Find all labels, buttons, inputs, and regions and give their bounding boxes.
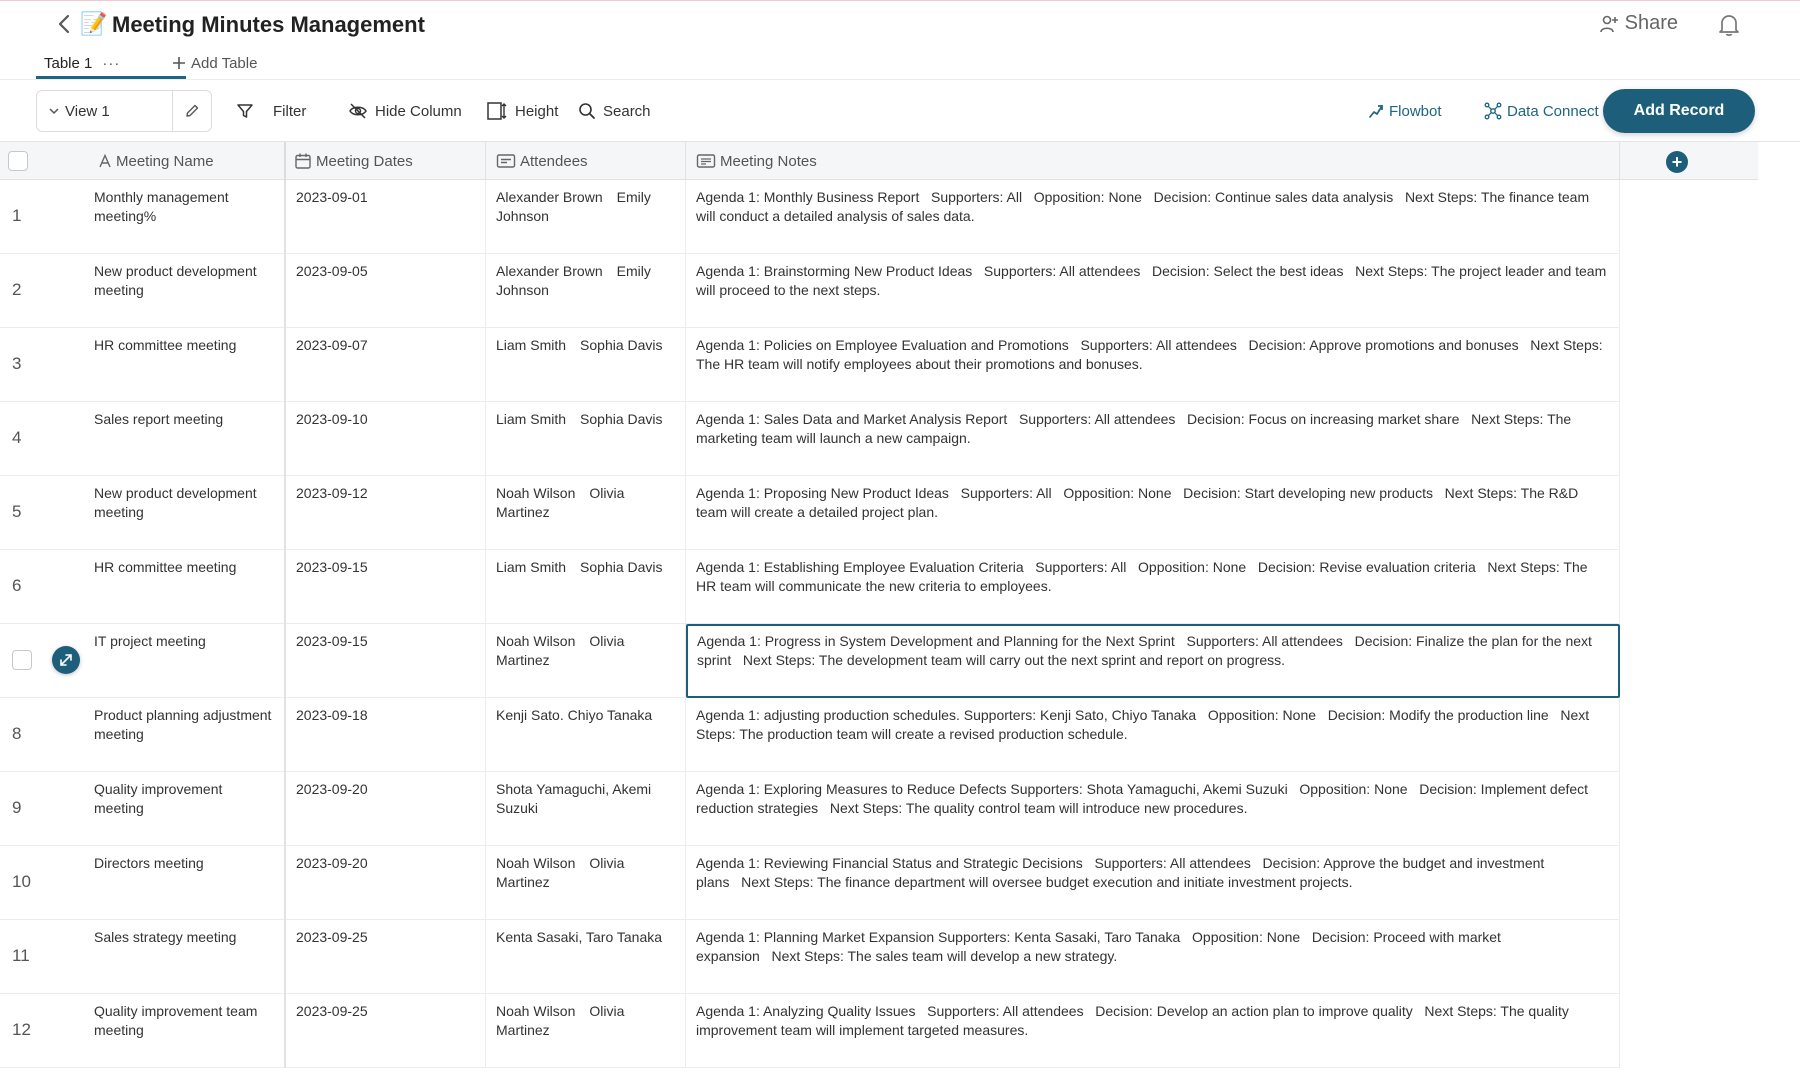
row-number: 9 — [12, 798, 22, 817]
cell-attendees[interactable] — [486, 846, 686, 920]
select-all-checkbox[interactable] — [8, 151, 28, 171]
attendee: Sophia Davis — [580, 337, 663, 353]
attendee: Emily Johnson — [496, 263, 651, 298]
hide-column-label: Hide Column — [375, 102, 462, 120]
app-header — [0, 0, 1800, 80]
cell-meeting-date[interactable]: 2023-09-07 — [286, 328, 486, 402]
cell-meeting-notes[interactable]: Agenda 1: Establishing Employee Evaluation Criteria Supporters: All Opposition: None Decision: Revise evaluation criteria Next Steps: The HR team will communicate the new criteria to employees. — [686, 550, 1620, 624]
cell-attendees[interactable] — [486, 772, 686, 846]
tab-label: Table 1 — [44, 54, 93, 72]
table-row[interactable] — [0, 698, 1620, 772]
flowbot-label: Flowbot — [1389, 102, 1442, 120]
attendee: Liam Smith — [496, 411, 567, 427]
row-number: 3 — [12, 354, 22, 373]
attendee: Kenji Sato. Chiyo Tanaka — [496, 707, 653, 723]
share-label: Share — [1624, 12, 1678, 34]
cell-meeting-name[interactable]: HR committee meeting — [84, 550, 286, 624]
view-switcher — [36, 90, 212, 132]
cell-meeting-name[interactable]: Product planning adjustment meeting — [84, 698, 286, 772]
table-row[interactable] — [0, 402, 1620, 476]
header-select-cell — [0, 142, 84, 180]
row-number: 5 — [12, 502, 22, 521]
cell-attendees[interactable] — [486, 624, 686, 698]
data-connect-button[interactable] — [1484, 90, 1599, 132]
cell-meeting-date[interactable]: 2023-09-15 — [286, 624, 486, 698]
column-label: Meeting Name — [116, 152, 214, 170]
grid-header — [0, 142, 1758, 180]
cell-meeting-name[interactable]: Quality improvement team meeting — [84, 994, 286, 1068]
attendee: Sophia Davis — [580, 559, 663, 575]
text-field-icon — [496, 153, 516, 169]
row-number: 8 — [12, 724, 22, 743]
cell-meeting-date[interactable]: 2023-09-20 — [286, 846, 486, 920]
filter-icon — [236, 102, 254, 120]
attendee: Olivia Martinez — [496, 1003, 625, 1038]
tab-more-button[interactable]: ··· — [102, 54, 121, 72]
table-row[interactable] — [0, 254, 1620, 328]
pencil-icon — [184, 103, 200, 119]
cell-meeting-name[interactable]: New product development meeting — [84, 476, 286, 550]
cell-meeting-notes[interactable]: Agenda 1: Analyzing Quality Issues Supporters: All attendees Decision: Develop an action plan to improve quality Next Steps: The quality improvement team will implement targeted measures. — [686, 994, 1620, 1068]
column-label: Meeting Notes — [720, 152, 817, 170]
table-row[interactable] — [0, 846, 1620, 920]
eye-off-icon — [348, 102, 368, 120]
expand-record-button[interactable] — [52, 646, 80, 674]
cell-meeting-notes[interactable]: Agenda 1: Sales Data and Market Analysis Report Supporters: All attendees Decision: Focus on increasing market share Next Steps: The marketing team will launch a new campaign. — [686, 402, 1620, 476]
bell-icon[interactable] — [1716, 12, 1742, 38]
cell-attendees[interactable] — [486, 328, 686, 402]
attendee: Alexander Brown — [496, 263, 603, 279]
toolbar — [0, 80, 1800, 142]
search-button[interactable] — [578, 90, 651, 132]
cell-meeting-date[interactable]: 2023-09-18 — [286, 698, 486, 772]
table-row[interactable] — [0, 476, 1620, 550]
add-person-icon — [1599, 14, 1619, 34]
attendee: Kenta Sasaki, Taro Tanaka — [496, 929, 663, 945]
attendee: Noah Wilson — [496, 855, 576, 871]
column-header-meeting-notes[interactable] — [686, 142, 1620, 180]
cell-meeting-date[interactable]: 2023-09-25 — [286, 920, 486, 994]
row-height-icon — [486, 100, 508, 122]
cell-meeting-notes[interactable]: Agenda 1: Planning Market Expansion Supporters: Kenta Sasaki, Taro Tanaka Opposition: None Decision: Proceed with market expansion Next Steps: The sales team will develop a new strategy. — [686, 920, 1620, 994]
attendee: Liam Smith — [496, 559, 567, 575]
row-number: 11 — [12, 946, 30, 965]
cell-meeting-date[interactable]: 2023-09-20 — [286, 772, 486, 846]
attendee: Shota Yamaguchi, Akemi Suzuki — [496, 781, 652, 816]
cell-meeting-name[interactable]: Directors meeting — [84, 846, 286, 920]
table-row[interactable] — [0, 550, 1620, 624]
plus-icon — [172, 56, 186, 70]
view-select[interactable] — [37, 91, 173, 131]
share-button[interactable] — [1599, 12, 1678, 35]
cell-meeting-date[interactable]: 2023-09-10 — [286, 402, 486, 476]
table-row[interactable] — [0, 920, 1620, 994]
flowbot-icon — [1368, 103, 1384, 119]
data-connect-label: Data Connect — [1507, 102, 1599, 120]
row-select-checkbox[interactable] — [12, 650, 32, 670]
add-record-button[interactable]: Add Record — [1603, 89, 1755, 133]
cell-meeting-name[interactable]: HR committee meeting — [84, 328, 286, 402]
cell-attendees[interactable] — [486, 476, 686, 550]
cell-meeting-name[interactable]: New product development meeting — [84, 254, 286, 328]
cell-meeting-date[interactable]: 2023-09-05 — [286, 254, 486, 328]
cell-meeting-notes[interactable]: Agenda 1: Monthly Business Report Supporters: All Opposition: None Decision: Continue sales data analysis Next Steps: The finance team will conduct a detailed analysis of sales data. — [686, 180, 1620, 254]
attendee: Liam Smith — [496, 337, 567, 353]
height-label: Height — [515, 102, 559, 120]
cell-meeting-name[interactable]: Sales strategy meeting — [84, 920, 286, 994]
attendee: Sophia Davis — [580, 411, 663, 427]
add-table-button[interactable] — [172, 48, 257, 78]
cell-meeting-notes[interactable]: Agenda 1: Exploring Measures to Reduce Defects Supporters: Shota Yamaguchi, Akemi Suzuki Opposition: None Decision: Implement defect reduction strategies Next Steps: The quality control team will introduce new procedures. — [686, 772, 1620, 846]
add-column-button[interactable]: + — [1666, 151, 1688, 173]
cell-meeting-date[interactable]: 2023-09-01 — [286, 180, 486, 254]
attendee: Alexander Brown — [496, 189, 603, 205]
active-tab-indicator — [36, 76, 186, 79]
cell-attendees[interactable] — [486, 698, 686, 772]
flowbot-button[interactable] — [1368, 90, 1442, 132]
cell-attendees[interactable] — [486, 180, 686, 254]
column-label: Meeting Dates — [316, 152, 413, 170]
column-header-meeting-name[interactable] — [84, 142, 286, 180]
cell-meeting-notes[interactable]: Agenda 1: Brainstorming New Product Ideas Supporters: All attendees Decision: Select the best ideas Next Steps: The project leader and team will proceed to the next steps. — [686, 254, 1620, 328]
calendar-icon — [294, 152, 312, 170]
cell-meeting-name[interactable]: Sales report meeting — [84, 402, 286, 476]
row-number: 6 — [12, 576, 22, 595]
cell-meeting-name[interactable]: Monthly management meeting% — [84, 180, 286, 254]
attendee: Olivia Martinez — [496, 633, 625, 668]
attendee: Noah Wilson — [496, 633, 576, 649]
cell-attendees[interactable] — [486, 254, 686, 328]
cell-meeting-notes[interactable]: Agenda 1: Policies on Employee Evaluation and Promotions Supporters: All attendees Decision: Approve promotions and bonuses Next Steps: The HR team will notify employees about their promotions and bonuses. — [686, 328, 1620, 402]
row-number: 1 — [12, 206, 22, 225]
table-row[interactable] — [0, 180, 1620, 254]
long-text-icon — [696, 153, 716, 169]
row-number: 12 — [12, 1020, 31, 1039]
cell-attendees[interactable] — [486, 920, 686, 994]
chevron-down-icon — [49, 106, 59, 116]
cell-attendees[interactable] — [486, 402, 686, 476]
row-number: 4 — [12, 428, 22, 447]
back-button[interactable] — [52, 12, 76, 36]
filter-button[interactable] — [236, 90, 306, 132]
tab-table-1[interactable] — [36, 48, 128, 78]
cell-meeting-name[interactable]: IT project meeting — [84, 624, 286, 698]
height-button[interactable] — [486, 90, 558, 132]
chevron-left-icon — [57, 14, 71, 34]
cell-meeting-notes[interactable]: Agenda 1: Proposing New Product Ideas Supporters: All Opposition: None Decision: Start developing new products Next Steps: The R&D team will create a detailed project plan. — [686, 476, 1620, 550]
attendee: Noah Wilson — [496, 1003, 576, 1019]
table-row-hovered[interactable] — [0, 624, 1620, 698]
column-header-meeting-dates[interactable] — [286, 142, 486, 180]
edit-view-button[interactable] — [173, 91, 211, 131]
row-number: 2 — [12, 280, 22, 299]
expand-icon — [59, 653, 73, 667]
search-label: Search — [603, 102, 651, 120]
network-icon — [1484, 102, 1502, 120]
view-label: View 1 — [65, 102, 110, 120]
cell-meeting-date[interactable]: 2023-09-25 — [286, 994, 486, 1068]
attendee: Olivia Martinez — [496, 855, 625, 890]
cell-meeting-date[interactable]: 2023-09-15 — [286, 550, 486, 624]
memo-icon: 📝 — [80, 11, 108, 36]
page-title: Meeting Minutes Management — [112, 12, 425, 37]
attendee: Olivia Martinez — [496, 485, 625, 520]
table-row[interactable] — [0, 994, 1620, 1068]
cell-attendees[interactable] — [486, 550, 686, 624]
cell-meeting-notes-selected[interactable]: Agenda 1: Progress in System Development and Planning for the Next Sprint Supporters: All attendees Decision: Finalize the plan for the next sprint Next Steps: The development team will carry out the next sprint and report on progress. — [686, 624, 1620, 698]
cell-meeting-name[interactable]: Quality improvement meeting — [84, 772, 286, 846]
add-table-label: Add Table — [191, 54, 258, 72]
cell-meeting-notes[interactable]: Agenda 1: adjusting production schedules. Supporters: Kenji Sato, Chiyo Tanaka Opposition: None Decision: Modify the production line Next Steps: The production team will create a revised production schedule. — [686, 698, 1620, 772]
hide-column-button[interactable] — [348, 90, 462, 132]
row-number: 10 — [12, 872, 31, 891]
table-row[interactable] — [0, 772, 1620, 846]
cell-attendees[interactable] — [486, 994, 686, 1068]
cell-meeting-date[interactable]: 2023-09-12 — [286, 476, 486, 550]
cell-meeting-notes[interactable]: Agenda 1: Reviewing Financial Status and Strategic Decisions Supporters: All attendees Decision: Approve the budget and investment plans Next Steps: The finance department will oversee budget execution and initiate investment projects. — [686, 846, 1620, 920]
table-row[interactable] — [0, 328, 1620, 402]
column-header-attendees[interactable] — [486, 142, 686, 180]
column-label: Attendees — [520, 152, 588, 170]
attendee: Noah Wilson — [496, 485, 576, 501]
filter-label: Filter — [273, 102, 307, 120]
attendee: Emily Johnson — [496, 189, 651, 224]
text-type-icon — [98, 154, 112, 168]
search-icon — [578, 102, 596, 120]
